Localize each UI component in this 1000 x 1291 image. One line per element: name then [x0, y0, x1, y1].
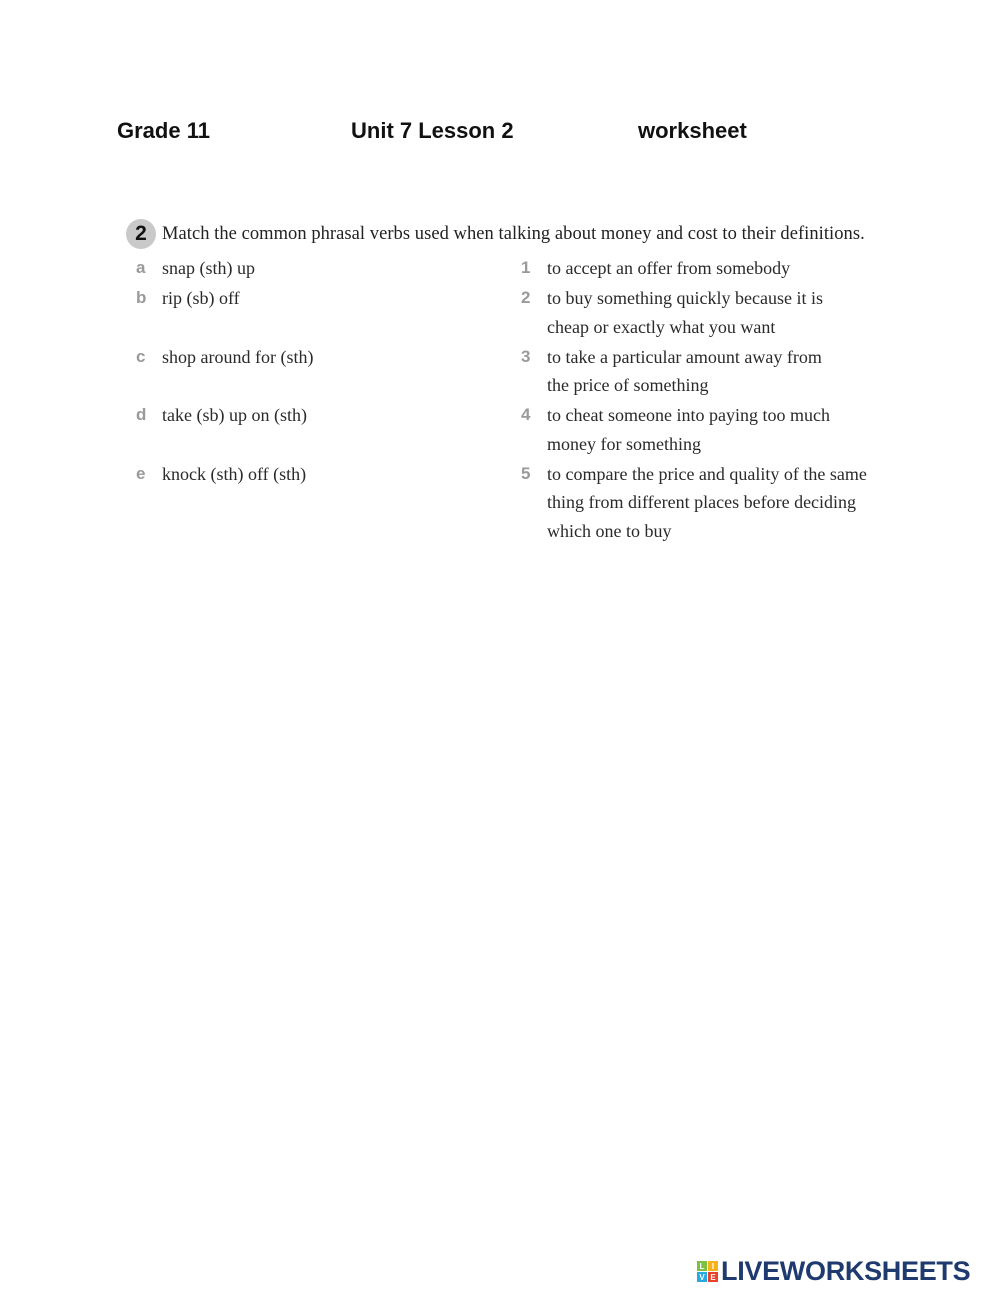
exercise-instruction: Match the common phrasal verbs used when talking about money and cost to their definitions. [162, 223, 865, 244]
phrasal-verb-text: rip (sb) off [162, 288, 240, 308]
definition-line: to take a particular amount away from [547, 347, 822, 367]
item-label: 5 [521, 464, 531, 483]
live-tiles-icon [697, 1261, 718, 1282]
item-label: c [136, 347, 146, 366]
item-label: 3 [521, 347, 531, 366]
item-label: e [136, 464, 146, 483]
unit-lesson-label: Unit 7 Lesson 2 [351, 118, 514, 143]
logo-tile: L [697, 1261, 707, 1271]
phrasal-verb-text: knock (sth) off (sth) [162, 464, 307, 484]
item-label: 1 [521, 258, 531, 277]
logo-tile: I [708, 1261, 718, 1271]
item-label: 2 [521, 288, 531, 307]
definition-line: to accept an offer from somebody [547, 258, 791, 278]
definition-line: to cheat someone into paying too much [547, 405, 830, 425]
logo-text: LIVEWORKSHEETS [721, 1256, 971, 1286]
item-label: d [136, 405, 147, 424]
exercise-number-badge: 2 [126, 219, 156, 249]
worksheet-label: worksheet [638, 118, 747, 143]
definition-line: money for something [547, 434, 701, 454]
definition-line: to buy something quickly because it is [547, 288, 823, 308]
liveworksheets-logo [697, 1256, 970, 1287]
definition-line: cheap or exactly what you want [547, 317, 776, 337]
item-label: b [136, 288, 147, 307]
phrasal-verb-text: shop around for (sth) [162, 347, 314, 367]
item-label: a [136, 258, 146, 277]
grade-label: Grade 11 [117, 118, 210, 143]
definition-line: thing from different places before deciding [547, 492, 857, 512]
definition-line: the price of something [547, 375, 709, 395]
item-label: 4 [521, 405, 531, 424]
exercise-heading [126, 219, 865, 249]
definition-line: which one to buy [547, 521, 672, 541]
phrasal-verb-text: snap (sth) up [162, 258, 255, 278]
logo-tile: V [697, 1272, 707, 1282]
phrasal-verb-text: take (sb) up on (sth) [162, 405, 307, 425]
definition-line: to compare the price and quality of the same [547, 464, 867, 484]
logo-tile: E [708, 1272, 718, 1282]
